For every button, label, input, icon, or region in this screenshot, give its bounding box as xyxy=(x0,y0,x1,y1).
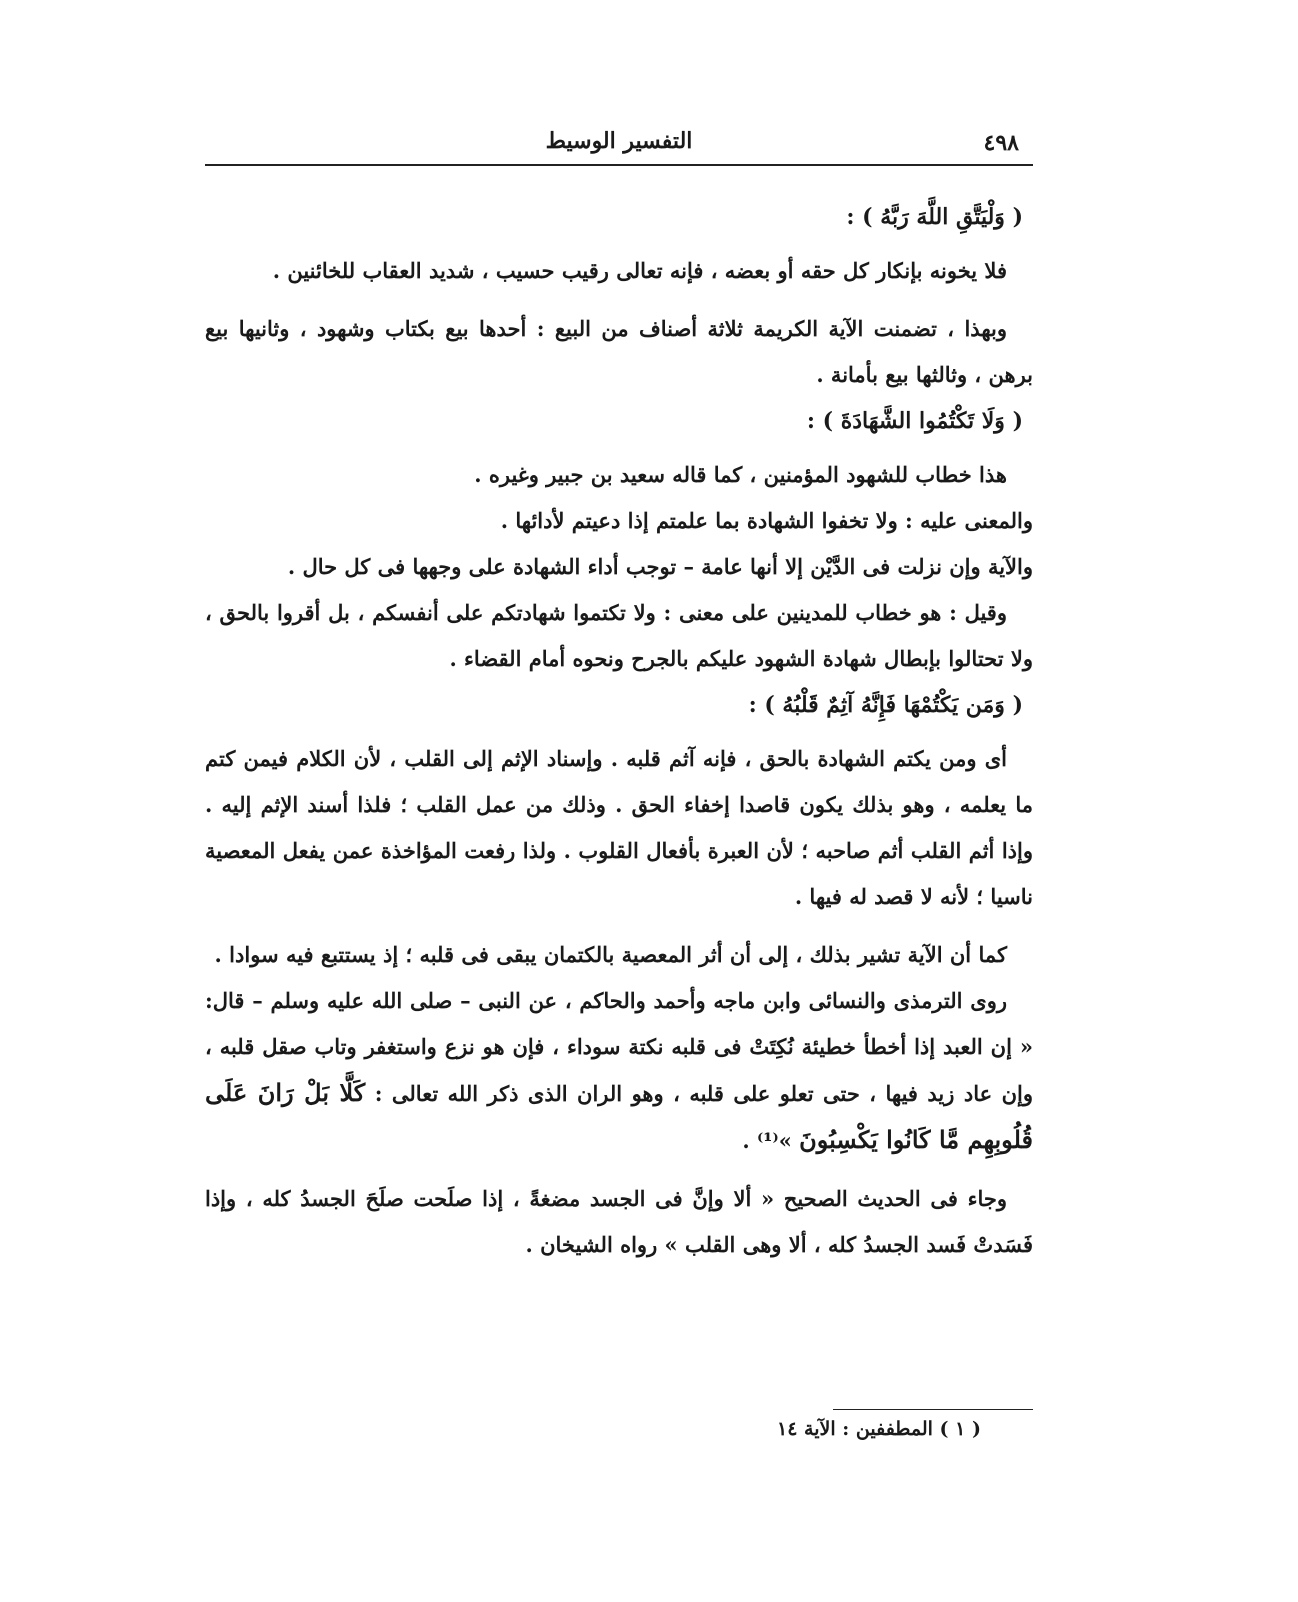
paragraph: هذا خطاب للشهود المؤمنين ، كما قاله سعيد بن جبير وغيره . xyxy=(474,462,1007,487)
running-header xyxy=(205,118,1033,166)
verse-heading: ( وَمَن يَكْتُمْهَا فَإِنَّهُ آثِمٌ قَلْبُهُ ) : xyxy=(748,692,1023,718)
paragraph: وقيل : هو خطاب للمدينين على معنى : ولا تكتموا شهادتكم على أنفسكم ، بل أقروا بالحق ، ولا تحتالوا بإبطال شهادة الشهود عليكم بالجرح ونحوه أمام القضاء . xyxy=(205,600,1033,671)
paragraph: أى ومن يكتم الشهادة بالحق ، فإنه آثم قلبه . وإسناد الإثم إلى القلب ، لأن الكلام فيمن كتم ما يعلمه ، وهو بذلك يكون قاصدا إخفاء الحق . وذلك من عمل القلب ؛ فلذا أسند الإثم إليه . وإذا أثم القلب أثم صاحبه ؛ لأن العبرة بأفعال القلوب . ولذا رفعت المؤاخذة عمن يفعل المعصية ناسيا ؛ لأنه لا قصد له فيها . xyxy=(205,746,1033,909)
paragraph: كما أن الآية تشير بذلك ، إلى أن أثر المعصية بالكتمان يبقى فى قلبه ؛ إذ يستتبع فيه سوادا . xyxy=(214,942,1007,967)
paragraph: والمعنى عليه : ولا تخفوا الشهادة بما علمتم إذا دعيتم لأدائها . xyxy=(500,508,1033,533)
quran-verse: كَلَّا بَلْ رَانَ عَلَى قُلُوبِهِم مَّا كَانُوا يَكْسِبُونَ xyxy=(205,1078,1033,1154)
paragraph: فلا يخونه بإنكار كل حقه أو بعضه ، فإنه تعالى رقيب حسيب ، شديد العقاب للخائنين . xyxy=(272,258,1007,283)
paragraph: والآية وإن نزلت فى الدَّيْن إلا أنها عامة – توجب أداء الشهادة على وجهها فى كل حال . xyxy=(287,554,1033,579)
paragraph: وجاء فى الحديث الصحيح « ألا وإنَّ فى الجسد مضغةً ، إذا صلَحت صلَحَ الجسدُ كله ، وإذا فَسَدتْ فَسد الجسدُ كله ، ألا وهى القلب » رواه الشيخان . xyxy=(205,1186,1033,1257)
body-text xyxy=(205,194,1033,1268)
hadith-end: »⁽¹⁾ . xyxy=(742,1128,800,1153)
hadith-text: روى الترمذى والنسائى وابن ماجه وأحمد والحاكم ، عن النبى – صلى الله عليه وسلم – قال: « إن العبد إذا أخطأ خطيئة نُكِتَتْ فى قلبه نكتة سوداء ، فإن هو نزع واستغفر وتاب صقل قلبه ، وإن عاد زيد فيها ، حتى تعلو على قلبه ، وهو الران الذى ذكر الله تعالى : xyxy=(205,988,1033,1106)
page-number: ٤٩٨ xyxy=(983,130,1019,156)
footnote-divider xyxy=(833,1409,1033,1410)
book-page xyxy=(205,118,1033,1438)
footnote: ( ١ ) المطففين : الآية ١٤ xyxy=(777,1418,981,1440)
hadith-paragraph xyxy=(205,978,1033,1164)
book-title: التفسير الوسيط xyxy=(545,128,693,154)
verse-heading: ( وَلَا تَكْتُمُوا الشَّهَادَةَ ) : xyxy=(806,408,1023,434)
verse-heading: ( وَلْيَتَّقِ اللَّهَ رَبَّهُ ) : xyxy=(846,204,1023,230)
paragraph: وبهذا ، تضمنت الآية الكريمة ثلاثة أصناف من البيع : أحدها بيع بكتاب وشهود ، وثانيها بيع برهن ، وثالثها بيع بأمانة . xyxy=(205,316,1033,387)
